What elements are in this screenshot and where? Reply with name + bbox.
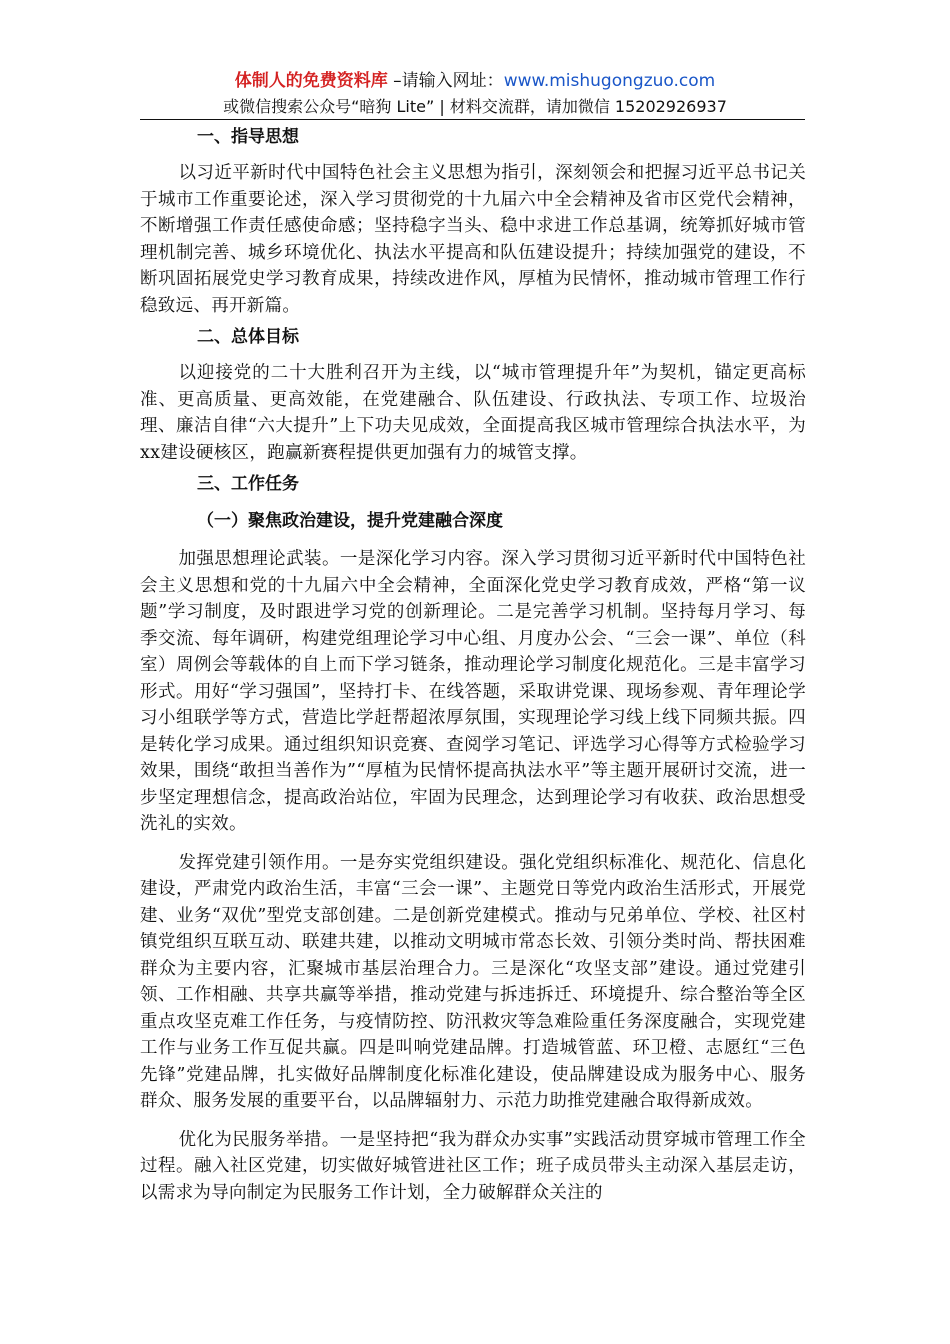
paragraph-guiding-ideology: 以习近平新时代中国特色社会主义思想为指引，深刻领会和把握习近平总书记关于城市工作重要论述，深入学习贯彻党的十九届六中全会精神及省市区党代会精神，不断增强工作责任感使命感；坚持稳字当头、稳中求进工作总基调，统筹抓好城市管理机制完善、城乡环境优化、执法水平提高和队伍建设提升；持续加强党的建设，不断巩固拓展党史学习教育成果，持续改进作风，厚植为民情怀，推动城市管理工作行稳致远、再开新篇。 — [140, 163, 806, 316]
section-heading-work-tasks: 三、工作任务 — [197, 474, 299, 494]
header-contact-line: 或微信搜索公众号“暗狗 Lite” | 材料交流群，请加微信 15202926937 — [223, 97, 727, 116]
paragraph-party-leadership: 发挥党建引领作用。一是夯实党组织建设。强化党组织标准化、规范化、信息化建设，严肃党内政治生活，丰富“三会一课”、主题党日等党内政治生活形式，开展党建、业务“双优”型党支部创建。二是创新党建模式。推动与兄弟单位、学校、社区村镇党组织互联互动、联建共建，以推动文明城市常态长效、引领分类时尚、帮扶困难群众为主要内容，汇聚城市基层治理合力。三是深化“攻坚支部”建设。通过党建引领、工作相融、共享共赢等举措，推动党建与拆违拆迁、环境提升、综合整治等全区重点攻坚克难工作任务，与疫情防控、防汛救灾等急难险重任务深度融合，实现党建工作与业务工作互促共赢。四是叫响党建品牌。打造城管蓝、环卫橙、志愿红“三色先锋”党建品牌，扎实做好品牌制度化标准化建设，使品牌建设成为服务中心、服务群众、服务发展的重要平台，以品牌辐射力、示范力助推党建融合取得新成效。 — [140, 852, 806, 1111]
header-prompt: –请输入网址： — [387, 71, 504, 91]
paragraph-overall-goal: 以迎接党的二十大胜利召开为主线，以“城市管理提升年”为契机，锚定更高标准、更高质量、更高效能，在党建融合、队伍建设、行政执法、专项工作、垃圾治理、廉洁自律“六大提升”上下功夫见成效，全面提高我区城市管理综合执法水平，为xx建设硬核区，跑赢新赛程提供更加强有力的城管支撑。 — [140, 363, 806, 463]
subsection-heading-political-construction: （一）聚焦政治建设，提升党建融合深度 — [197, 511, 503, 531]
document-body — [140, 119, 806, 1206]
paragraph-theory-arming: 加强思想理论武装。一是深化学习内容。深入学习贯彻习近平新时代中国特色社会主义思想和党的十九届六中全会精神，全面深化党史学习教育成效，严格“第一议题”学习制度，及时跟进学习党的创新理论。二是完善学习机制。坚持每月学习、每季交流、每年调研，构建党组理论学习中心组、月度办公会、“三会一课”、单位（科室）周例会等载体的自上而下学习链条，推动理论学习制度化规范化。三是丰富学习形式。用好“学习强国”，坚持打卡、在线答题，采取讲党课、现场参观、青年理论学习小组联学等方式，营造比学赶帮超浓厚氛围，实现理论学习线上线下同频共振。四是转化学习成果。通过组织知识竞赛、查阅学习笔记、评选学习心得等方式检验学习效果，围绕“敢担当善作为”“厚植为民情怀提高执法水平”等主题开展研讨交流，进一步坚定理想信念，提高政治站位，牢固为民理念，达到理论学习有收获、政治思想受洗礼的实效。 — [140, 549, 806, 834]
header-banner — [0, 68, 950, 94]
section-heading-overall-goal: 二、总体目标 — [197, 327, 299, 347]
paragraph-public-service: 优化为民服务举措。一是坚持把“我为群众办实事”实践活动贯穿城市管理工作全过程。融入社区党建，切实做好城管进社区工作；班子成员带头主动深入基层走访，以需求为导向制定为民服务工作计划，全力破解群众关注的 — [140, 1129, 806, 1203]
page-header — [0, 68, 950, 120]
header-url-link[interactable]: www.mishugongzuo.com — [503, 71, 716, 91]
header-brand: 体制人的免费资料库 — [234, 71, 388, 91]
section-heading-guiding-ideology: 一、指导思想 — [197, 127, 299, 147]
